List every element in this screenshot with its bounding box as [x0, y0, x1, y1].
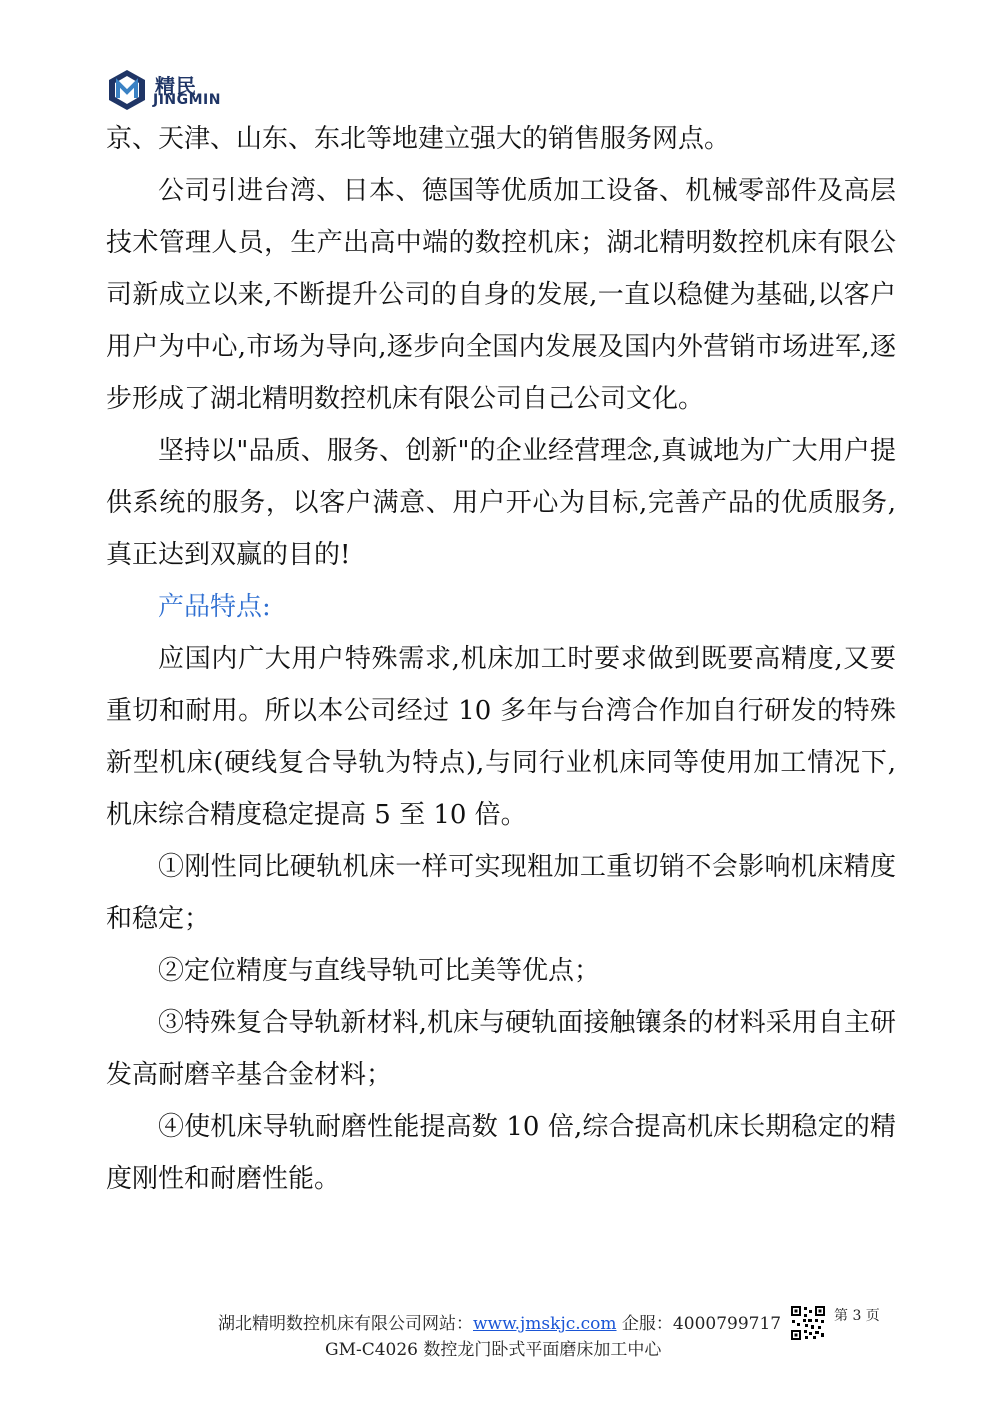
website-link[interactable]: www.jmskjc.com: [473, 1314, 617, 1334]
footer-product-line: GM-C4026 数控龙门卧式平面磨床加工中心: [325, 1340, 662, 1360]
footer-company: 湖北精明数控机床有限公司网站：: [218, 1314, 473, 1334]
footer-service-phone: 企服：4000799717: [616, 1314, 782, 1334]
document-body: [106, 113, 896, 1205]
feature-item-2: ②定位精度与直线导轨可比美等优点；: [158, 956, 601, 986]
feature-item-1: ①刚性同比硬轨机床一样可实现粗加工重切销不会影响机床精度和稳定；: [106, 852, 896, 934]
feature-item-4: ④使机床导轨耐磨性能提高数 10 倍,综合提高机床长期稳定的精度刚性和耐磨性能。: [106, 1112, 896, 1194]
company-logo: [105, 68, 265, 114]
paragraph-philosophy: 坚持以"品质、服务、创新"的企业经营理念,真诚地为广大用户提供系统的服务，以客户满意、用户开心为目标,完善产品的优质服务,真正达到双赢的目的!: [106, 436, 896, 570]
logo-mark-icon: [105, 68, 149, 112]
logo-chinese-text: 精民: [155, 74, 197, 98]
paragraph-continued: 京、天津、山东、东北等地建立强大的销售服务网点。: [106, 124, 731, 154]
paragraph-features-intro: 应国内广大用户特殊需求,机床加工时要求做到既要高精度,又要重切和耐用。所以本公司经过 10 多年与台湾合作加自行研发的特殊新型机床(硬线复合导轨为特点),与同行业机床同等使用加工情况下,机床综合精度稳定提高 5 至 10 倍。: [106, 644, 896, 830]
feature-item-3: ③特殊复合导轨新材料,机床与硬轨面接触镶条的材料采用自主研发高耐磨辛基合金材料；: [106, 1008, 896, 1090]
qr-code-icon: [790, 1305, 826, 1341]
page-number: 第 3 页: [834, 1308, 880, 1324]
section-heading-features: 产品特点:: [158, 592, 271, 622]
paragraph-equipment: 公司引进台湾、日本、德国等优质加工设备、机械零部件及高层技术管理人员，生产出高中端的数控机床；湖北精明数控机床有限公司新成立以来,不断提升公司的自身的发展,一直以稳健为基础,以客户用户为中心,市场为导向,逐步向全国内发展及国内外营销市场进军,逐步形成了湖北精明数控机床有限公司自己公司文化。: [106, 176, 896, 414]
footer-contact-line: [218, 1309, 781, 1334]
logo-english-text: JINGMIN: [153, 92, 221, 108]
